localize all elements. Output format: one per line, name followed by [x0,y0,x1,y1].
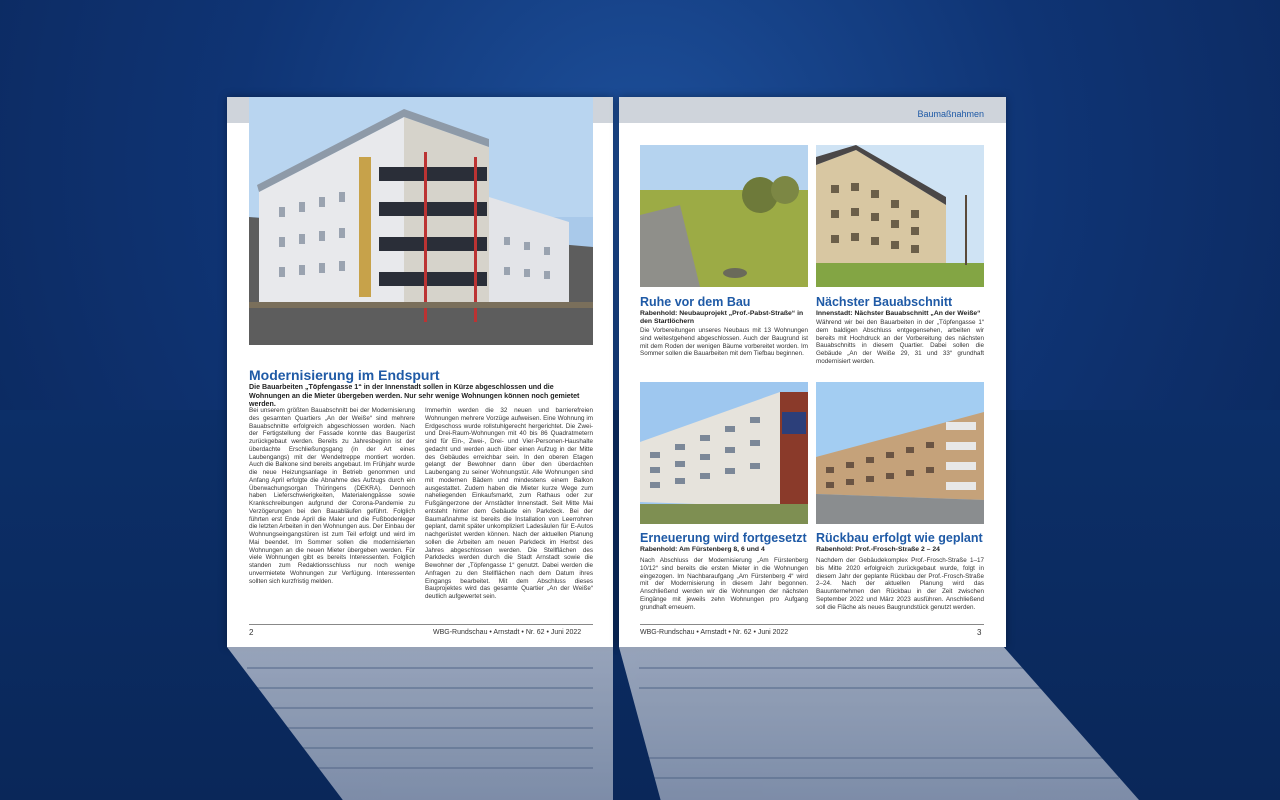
article-subtitle: Rabenhold: Prof.-Frosch-Straße 2 – 24 [816,546,940,553]
page-number: 2 [249,628,254,637]
footer-rule [249,624,593,625]
article-text: Nachdem der Gebäudekomplex Prof.-Frosch-Straße 1–17 bis Mitte 2020 erfolgreich zurückgebaut wurde, folgt in diesem Jahr der geplante Rückbau der Prof.-Frosch-Straße 2–24. Nach der aktuellen Planung wird das Bauunternehmen den Rückbau in der Zeit zwischen September 2022 und März 2023 ausführen. Anschließend soll die Fläche als neues Baugrundstück genutzt werden. [816,557,984,611]
construction-site-photo [640,145,808,287]
article-subtitle: Innenstadt: Nächster Bauabschnitt „An der Weiße“ [816,310,981,317]
apartment-block-photo [816,145,984,287]
page-footer: WBG-Rundschau • Arnstadt • Nr. 62 • Juni 2022 [433,629,582,636]
article-column-1: Bei unserem größten Bauabschnitt bei der Modernisierung des gesamten Quartiers „An der Weiße“ sind mehrere Bauabschnitte erfolgreich abgeschlossen worden. Nach der Fertigstellung der Fassade konnte das Baugerüst zurückgebaut werden. Bereits zu Jahresbeginn ist der überdachte Erschließungsgang (in der Art eines Laubengangs) mit der Wendeltreppe montiert worden. Auch die Balkone sind bereits angebaut. Im Frühjahr wurde die neue Heizungsanlage in Betrieb genommen und Anfang April erfolgte die Abnahme des Aufzugs durch ein Überwachungsorgan Thüringens (DEKRA). Dennoch haben Lieferschwierigkeiten, Materialengpässe sowie Krankschreibungen aufgrund der Corona-Pandemie zu Verzögerungen bei den Bauabläufen geführt. Folglich führten erst Ende April die Maler und die Fußbodenleger die letzten Arbeiten in den Wohnungen aus. Der Einbau der Wohnungseingangstüren ist zum Teil erfolgt und wird im Mai beendet. Im Sommer sollen die modernisierten Wohnungen an die neuen Mieter übergeben werden. Für viele Wohnungen gibt es bereits Interessenten. Folglich standen zum Redaktionsschluss nur noch wenige unvermietete Wohnungen zur Verfügung. Interessenten sollten sich kurzfristig melden. [249,407,415,585]
article-title: Erneuerung wird fortgesetzt [640,531,807,545]
page-number: 3 [977,628,982,637]
modernized-block-photo [640,382,808,524]
demolition-block-photo [816,382,984,524]
article-title: Nächster Bauabschnitt [816,295,953,309]
article-column-2: Immerhin werden die 32 neuen und barrierefreien Wohnungen mehrere Vorzüge aufweisen. Eine Wohnung im Erdgeschoss wurde rollstuhlgerecht hergerichtet. Die Zwei- und Drei-Raum-Wohnungen mit 40 bis 86 Quadratmetern sind für Ein-, Zwei-, Drei- und Vier-Personen-Haushalte gedacht und werden auch über einen Aufzug in der Mitte des Gebäudes erreichbar sein. In den oberen Etagen gelangt der Bewohner dann über den überdachten Laubengang zu seiner Wohnungstür. Alle Wohnungen sind mit modernen Bädern und mindestens einem Balkon ausgestattet. Zudem haben die Mieter kurze Wege zum naheliegenden Einkaufsmarkt, zum Rathaus oder zur Fußgängerzone der Arnstädter Innenstadt. Seit Mitte Mai entsteht hinter dem Gebäude ein Parkdeck. Bei der Baumaßnahme ist bereits die Installation von Leerrohren geplant, damit später unkompliziert Ladesäulen für E-Autos nachgerüstet werden können. Nach der aktuellen Planung sollen die Arbeiten am neuen Parkdeck im Herbst des Jahres abgeschlossen werden. Die Stellflächen des Parkdecks werden durch die Stadt Arnstadt sowie die Bewohner der „Töpfengasse 1“ genutzt. Dabei werden die Anfragen zu den Stellflächen nach dem Datum ihres Eingangs bearbeitet. Mit dem Abschluss dieses Bauprojektes wird das gesamte Quartier „An der Weiße“ deutlich aufgewertet sein. [425,407,593,600]
article-lead: Die Bauarbeiten „Töpfengasse 1“ in der Innenstadt sollen in Kürze abgeschlossen und die Wohnungen an die Mieter übergeben werden. Nur sehr wenige Wohnungen können noch gemietet werden. [249,383,580,409]
article-text: Während wir bei den Bauarbeiten in der „Töpfengasse 1“ dem baldigen Abschluss entgegensehen, arbeiten wir bereits mit Hochdruck an der Vorbereitung des nächsten Bauabschnitts in diesem Quartier. Dabei sollen die Gebäude „An der Weiße 29, 31 und 33“ grundhaft modernisiert werden. [816,319,984,365]
article-text: Die Vorbereitungen unseres Neubaus mit 13 Wohnungen sind weitestgehend abgeschlossen. Auch der Baugrund ist mit dem Roden der wenigen Bäume vorbereitet worden. Im Sommer sollen die Bauarbeiten mit dem Tiefbau beginnen. [640,327,808,358]
footer-rule [640,624,984,625]
right-page [619,97,1006,647]
article-text: Nach Abschluss der Modernisierung „Am Fürstenberg 10/12“ sind bereits die ersten Mieter in die Wohnungen eingezogen. Im Nachbaraufgang „Am Fürstenberg 4“ wird mit der Modernisierung in diesem Jahr begonnen. Anschließend werden wir die Wohnungen der nächsten Eingänge mit jeweils zehn Wohnungen pro Aufgang grundhaft erneuern. [640,557,808,611]
section-label: Baumaßnahmen [917,109,984,119]
article-title: Modernisierung im Endspurt [249,367,440,383]
article-title: Ruhe vor dem Bau [640,295,751,309]
building-photo [249,97,593,345]
article-subtitle: Rabenhold: Am Fürstenberg 8, 6 und 4 [640,546,765,553]
left-page [227,97,613,647]
article-subtitle: Rabenhold: Neubauprojekt „Prof.-Pabst-Straße“ in den Startlöchern [640,310,804,325]
page-footer: WBG-Rundschau • Arnstadt • Nr. 62 • Juni 2022 [640,629,789,636]
article-title: Rückbau erfolgt wie geplant [816,531,983,545]
